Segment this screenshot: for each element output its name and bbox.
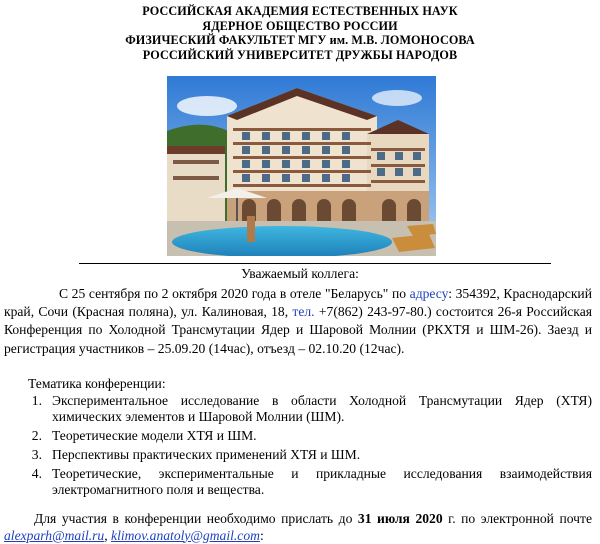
topics-list	[4, 393, 592, 501]
list-item	[4, 466, 592, 499]
list-item	[4, 447, 592, 463]
org-line-3: ФИЗИЧЕСКИЙ ФАКУЛЬТЕТ МГУ им. М.В. ЛОМОНОСОВА	[125, 33, 475, 48]
list-item	[4, 428, 592, 444]
intro-paragraph	[4, 285, 592, 358]
intro-text-3: +7(862) 243-97-80.) состоится 26-я Российская Конференция по Холодной Трансмутации Ядер и Шаровой Молнии (РКХТЯ и ШМ-26). Заезд и регистрация участников – 25.09.20 (14час), отъезд – 02.10.20 (12час).	[4, 304, 592, 356]
closing-text-1: Для участия в конференции необходимо прислать до	[34, 511, 358, 526]
deadline-date: 31 июля 2020	[357, 511, 443, 526]
email-link-2[interactable]: klimov.anatoly@gmail.com	[111, 527, 260, 543]
closing-paragraph	[4, 511, 592, 544]
item-number: 1.	[31, 393, 42, 408]
intro-text-2: : 354392, Краснодарский край, Сочи (Красная поляна), ул. Калиновая, 18,	[4, 286, 592, 320]
phone-link[interactable]: тел.	[292, 304, 315, 320]
letterhead	[0, 4, 600, 62]
item-number: 4.	[31, 465, 42, 481]
item-text: Перспективы практических применений ХТЯ и ШМ.	[52, 446, 361, 462]
closing-text-3: :	[259, 527, 264, 543]
org-line-2: ЯДЕРНОЕ ОБЩЕСТВО РОССИИ	[202, 18, 398, 33]
item-text: Экспериментальное исследование в области Холодной Трансмутации Ядер (ХТЯ) химических элементов и Шаровой Молнии (ШМ).	[52, 393, 592, 425]
email-link-1[interactable]: alexparh@mail.ru	[4, 527, 105, 543]
hotel-photo	[167, 76, 436, 256]
item-text: Теоретические, экспериментальные и прикладные исследования взаимодействия электромагнитного поля и вещества.	[52, 465, 592, 497]
intro-text-1: С 25 сентября по 2 октября 2020 года в отеле "Беларусь" по	[59, 286, 410, 301]
item-number: 3.	[31, 446, 42, 462]
greeting: Уважаемый коллега:	[241, 266, 359, 281]
org-line-1: РОССИЙСКАЯ АКАДЕМИЯ ЕСТЕСТВЕННЫХ НАУК	[142, 4, 458, 18]
closing-text-2: г. по электронной почте	[442, 511, 592, 526]
list-item	[4, 393, 592, 426]
topics-title: Тематика конференции:	[28, 376, 166, 391]
email-separator: ,	[104, 527, 112, 543]
address-link[interactable]: адресу	[409, 286, 449, 301]
item-number: 2.	[31, 428, 42, 444]
item-text: Теоретические модели ХТЯ и ШМ.	[52, 428, 257, 444]
org-line-4: РОССИЙСКИЙ УНИВЕРСИТЕТ ДРУЖБЫ НАРОДОВ	[142, 47, 458, 62]
divider-line	[79, 263, 551, 264]
